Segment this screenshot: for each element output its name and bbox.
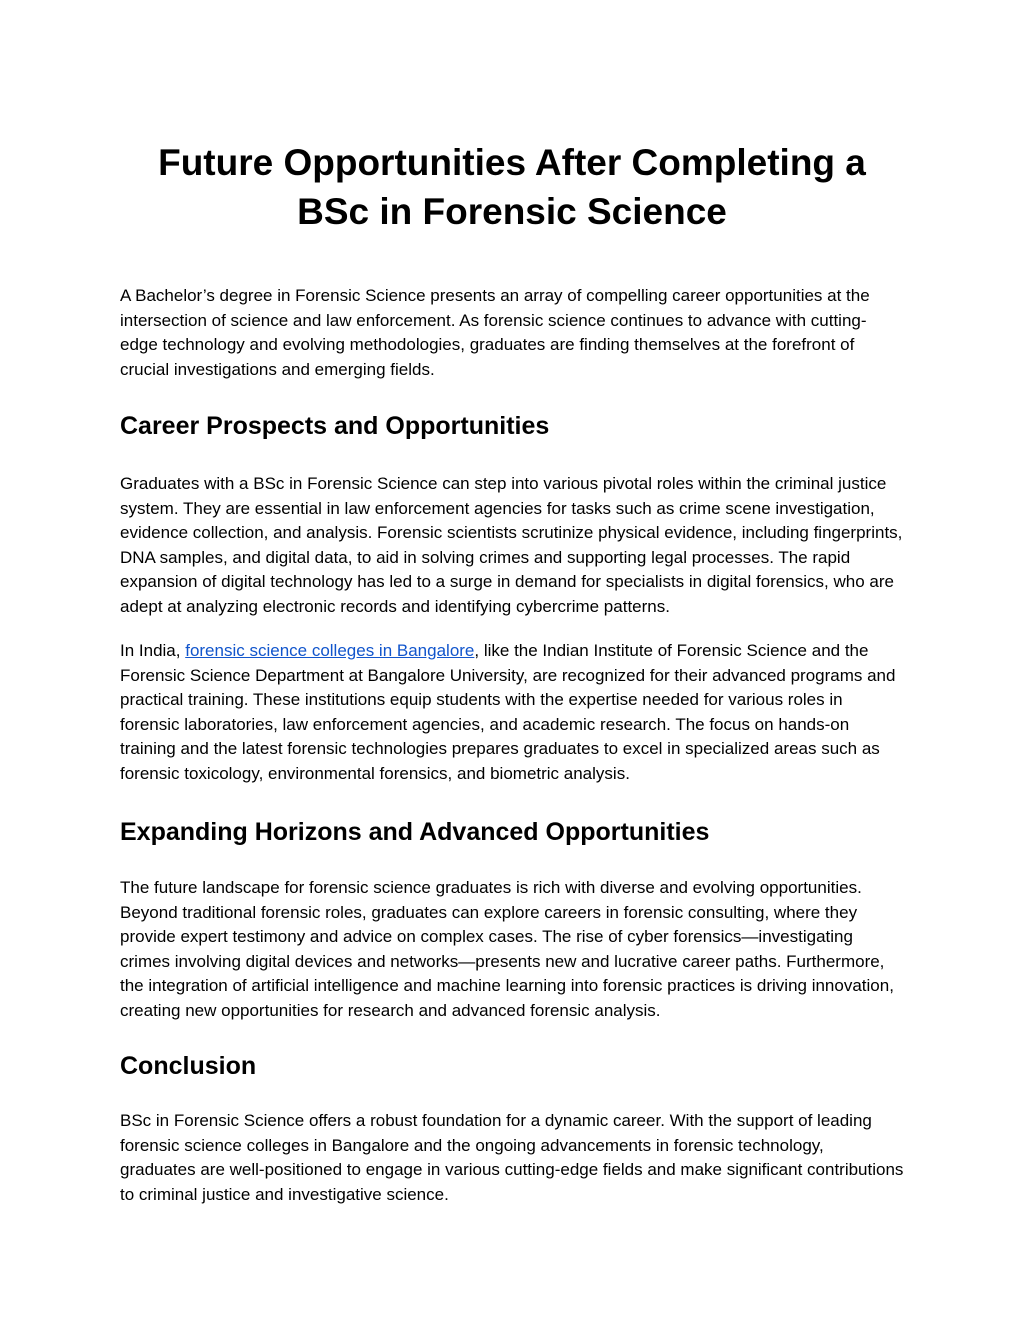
section-heading-conclusion: Conclusion <box>120 1052 257 1080</box>
india-colleges-paragraph <box>120 639 904 786</box>
conclusion-paragraph: BSc in Forensic Science offers a robust foundation for a dynamic career. With the support of leading forensic science colleges in Bangalore and the ongoing advancements in forensic technology, graduates are well-positioned to engage in various cutting-edge fields and make significant contributions to criminal justice and investigative science. <box>120 1111 904 1204</box>
section-heading-expanding-horizons: Expanding Horizons and Advanced Opportunities <box>120 818 710 846</box>
expanding-horizons-paragraph: The future landscape for forensic science graduates is rich with diverse and evolving opportunities. Beyond traditional forensic roles, graduates can explore careers in forensic consulting, where they provide expert testimony and advice on complex cases. The rise of cyber forensics—investigating crimes involving digital devices and networks—presents new and lucrative career paths. Furthermore, the integration of artificial intelligence and machine learning into forensic practices is driving innovation, creating new opportunities for research and advanced forensic analysis. <box>120 878 894 1020</box>
intro-paragraph: A Bachelor’s degree in Forensic Science presents an array of compelling career opportunities at the intersection of science and law enforcement. As forensic science continues to advance with cutting-edge technology and evolving methodologies, graduates are finding themselves at the forefront of crucial investigations and emerging fields. <box>120 286 870 379</box>
forensic-colleges-bangalore-link[interactable]: forensic science colleges in Bangalore <box>185 641 475 660</box>
india-colleges-text-after: , like the Indian Institute of Forensic Science and the Forensic Science Department at Bangalore University, are recognized for their advanced programs and practical training. These institutions equip students with the expertise needed for various roles in forensic laboratories, law enforcement agencies, and academic research. The focus on hands-on training and the latest forensic technologies prepares graduates to excel in specialized areas such as forensic toxicology, environmental forensics, and biometric analysis. <box>120 641 896 783</box>
document-page <box>120 138 904 1207</box>
document-title: Future Opportunities After Completing a BSc in Forensic Science <box>158 142 866 232</box>
india-colleges-text-before: In India, <box>120 641 186 660</box>
section-heading-career-prospects: Career Prospects and Opportunities <box>120 412 550 440</box>
career-prospects-paragraph: Graduates with a BSc in Forensic Science can step into various pivotal roles within the criminal justice system. They are essential in law enforcement agencies for tasks such as crime scene investigation, evidence collection, and analysis. Forensic scientists scrutinize physical evidence, including fingerprints, DNA samples, and digital data, to aid in solving crimes and supporting legal processes. The rapid expansion of digital technology has led to a surge in demand for specialists in digital forensics, who are adept at analyzing electronic records and identifying cybercrime patterns. <box>120 474 903 616</box>
